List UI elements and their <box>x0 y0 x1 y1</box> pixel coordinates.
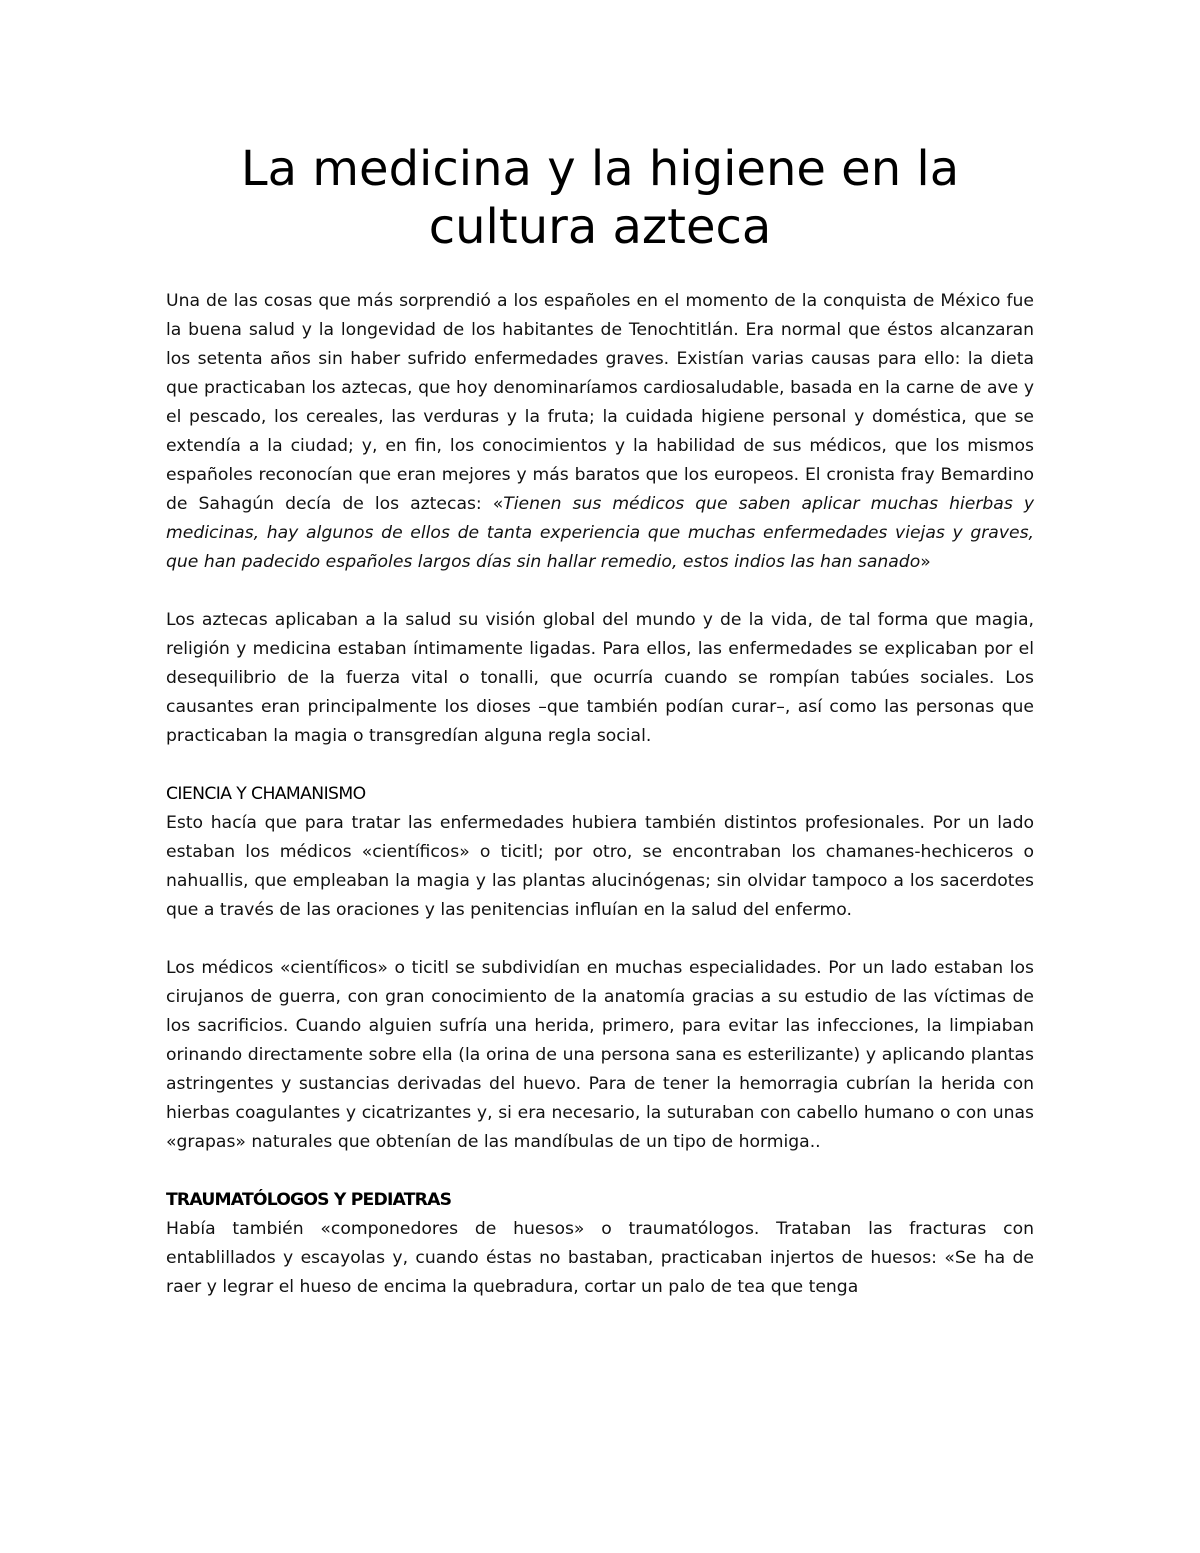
section-heading-traumatologos: TRAUMATÓLOGOS Y PEDIATRAS <box>166 1190 452 1210</box>
document-title: La medicina y la higiene en la cultura azteca <box>240 141 960 255</box>
section-heading-ciencia: CIENCIA Y CHAMANISMO <box>166 784 366 804</box>
paragraph-worldview: Los aztecas aplicaban a la salud su visión global del mundo y de la vida, de tal forma que magia, religión y medicina estaban íntimamente ligadas. Para ellos, las enfermedades se explicaban por el desequilibrio de la fuerza vital o tonalli, que ocurría cuando se rompían tabúes sociales. Los causantes eran principalmente los dioses –que también podían curar–, así como las personas que practicaban la magia o transgredían alguna regla social. <box>166 610 1034 746</box>
sahagun-quote: Tienen sus médicos que saben aplicar muchas hierbas y medicinas, hay algunos de ellos de tanta experiencia que muchas enfermedades viejas y graves, que han padecido españoles largos días sin hallar remedio, estos indios las han sanado <box>166 494 1034 572</box>
document-body <box>166 287 1034 1302</box>
paragraph-intro <box>166 287 1034 577</box>
paragraph-intro-text: Una de las cosas que más sorprendió a los españoles en el momento de la conquista de México fue la buena salud y la longevidad de los habitantes de Tenochtitlán. Era normal que éstos alcanzaran los setenta años sin haber sufrido enfermedades graves. Existían varias causas para ello: la dieta que practicaban los aztecas, que hoy denominaríamos cardiosaludable, basada en la carne de ave y el pescado, los cereales, las verduras y la fruta; la cuidada higiene personal y doméstica, que se extendía a la ciudad; y, en fin, los conocimientos y la habilidad de sus médicos, que los mismos españoles reconocían que eran mejores y más baratos que los europeos. El cronista fray Bemardino de Sahagún decía de los aztecas: « <box>166 291 1034 514</box>
paragraph-bonesetters: Había también «componedores de huesos» o traumatólogos. Trataban las fracturas con entablillados y escayolas y, cuando éstas no bastaban, practicaban injertos de huesos: «Se ha de raer y legrar el hueso de encima la quebradura, cortar un palo de tea que tenga <box>166 1219 1034 1297</box>
paragraph-surgeons: Los médicos «científicos» o ticitl se subdividían en muchas especialidades. Por un lado estaban los cirujanos de guerra, con gran conocimiento de la anatomía gracias a su estudio de las víctimas de los sacrificios. Cuando alguien sufría una herida, primero, para evitar las infecciones, la limpiaban orinando directamente sobre ella (la orina de una persona sana es esterilizante) y aplicando plantas astringentes y sustancias derivadas del huevo. Para de tener la hemorragia cubrían la herida con hierbas coagulantes y cicatrizantes y, si era necesario, la suturaban con cabello humano o con unas «grapas» naturales que obtenían de las mandíbulas de un tipo de hormiga.. <box>166 958 1034 1152</box>
quote-close-mark: » <box>920 552 931 572</box>
paragraph-professionals: Esto hacía que para tratar las enfermedades hubiera también distintos profesionales. Por un lado estaban los médicos «científicos» o ticitl; por otro, se encontraban los chamanes-hechiceros o nahuallis, que empleaban la magia y las plantas alucinógenas; sin olvidar tampoco a los sacerdotes que a través de las oraciones y las penitencias influían en la salud del enfermo. <box>166 813 1034 920</box>
